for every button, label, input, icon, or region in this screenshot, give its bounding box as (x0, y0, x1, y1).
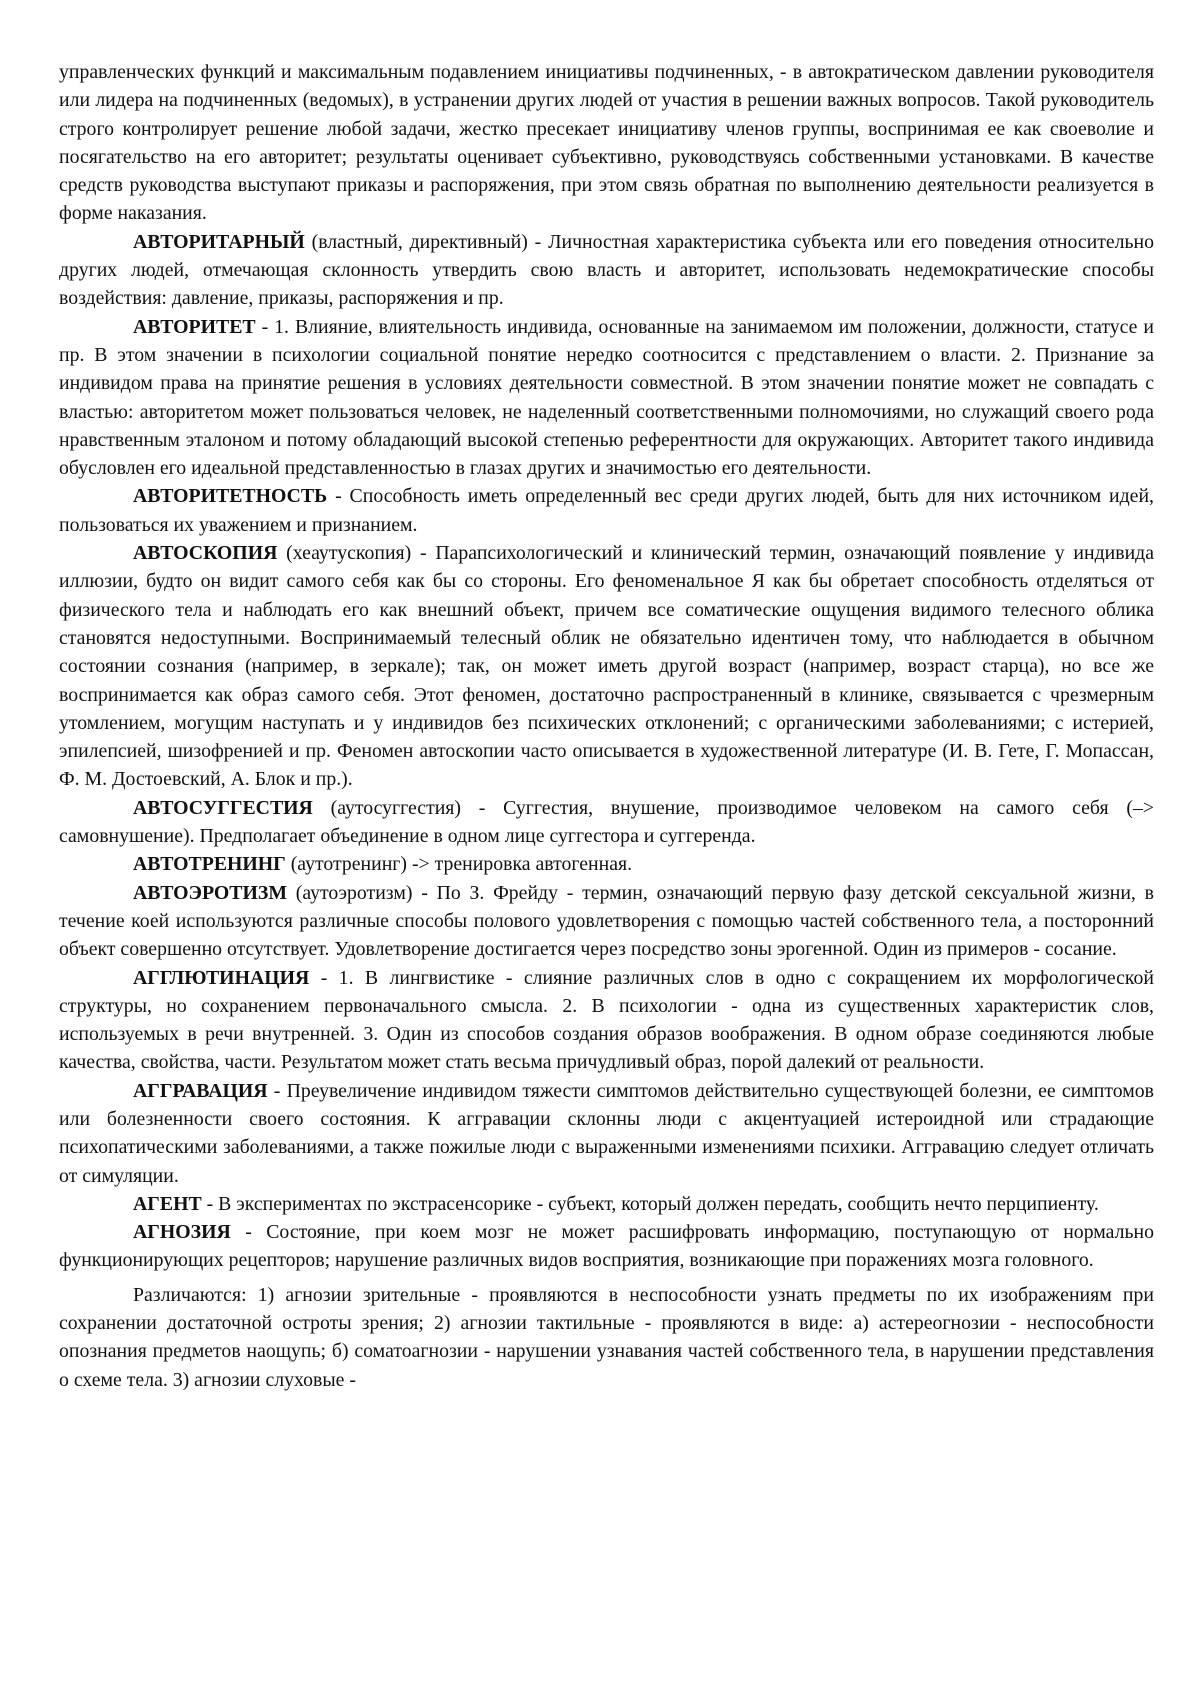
entry-term: АВТОСКОПИЯ (133, 542, 278, 565)
entry-definition: - Способность иметь определенный вес среди других людей, быть для них источником идей, пользоваться их уважением и признанием. (59, 485, 1154, 536)
entry-definition: (аутотренинг) -> тренировка автогенная. (285, 853, 633, 876)
entry-definition: (властный, директивный) - Личностная характеристика субъекта или его поведения относительно других людей, отмечающая склонность утвердить свою власть и авторитет, использовать недемократические способы воздействия: давление, приказы, распоряжения и пр. (59, 230, 1154, 310)
entry-agent (59, 1190, 1154, 1218)
closing-paragraph: Различаются: 1) агнозии зрительные - проявляются в неспособности узнать предметы по их изображениям при сохранении достаточной остроты зрения; 2) агнозии тактильные - проявляются в виде: а) астереогнозии - неспособности опознания предметов наощупь; б) соматоагнозии - нарушении узнавания частей собственного тела, в нарушении представления о схеме тела. 3) агнозии слуховые - (59, 1283, 1154, 1391)
entry-term: АГГЛЮТИНАЦИЯ (133, 966, 310, 989)
entry-definition: - Состояние, при коем мозг не может расшифровать информацию, поступающую от нормально функционирующих рецепторов; нарушение различных видов восприятия, возникающие при поражениях мозга головного. (59, 1221, 1154, 1272)
intro-paragraph: управленческих функций и максимальным подавлением инициативы подчиненных, - в автократическом давлении руководителя или лидера на подчиненных (ведомых), в устранении других людей от участия в решении важных вопросов. Такой руководитель строго контролирует решение любой задачи, жестко пресекает инициативу членов группы, воспринимая ее как своеволие и посягательство на его авторитет; результаты оценивает субъективно, руководствуясь собственными установками. В качестве средств руководства выступают приказы и распоряжения, при этом связь обратная по выполнению деятельности реализуется в форме наказания. (59, 61, 1154, 225)
entry-agglyutinaciya (59, 964, 1154, 1077)
entry-avtoskopiya (59, 539, 1154, 794)
entry-agnoziya (59, 1218, 1154, 1275)
entry-avtotrening (59, 850, 1154, 878)
entry-term: АВТОРИТАРНЫЙ (133, 230, 305, 253)
entry-term: АВТОСУГГЕСТИЯ (133, 796, 313, 819)
entry-definition: (аутосуггестия) - Суггестия, внушение, производимое человеком на самого себя (–> самовнушение). Предполагает объединение в одном лице суггестора и суггеренда. (59, 796, 1154, 848)
entry-avtoritet (59, 313, 1154, 483)
entry-avtoritarny (59, 228, 1154, 313)
entry-avtoritetnost (59, 482, 1154, 539)
entry-term: АВТОРИТЕТ (133, 315, 256, 338)
entry-definition: - 1. Влияние, влиятельность индивида, основанные на занимаемом им положении, должности, статусе и пр. В этом значении в психологии социальной понятие нередко соотносится с представлением о власти. 2. Признание за индивидом права на принятие решения в условиях деятельности совместной. В этом значении понятие может не совпадать с властью: авторитетом может пользоваться человек, не наделенный соответственными полномочиями, но служащий своего рода нравственным эталоном и потому обладающий высокой степенью референтности для окружающих. Авторитет такого индивида обусловлен его идеальной представленностью в глазах других и значимостью его деятельности. (59, 315, 1154, 480)
entry-aggravaciya (59, 1077, 1154, 1190)
entry-term: АГНОЗИЯ (133, 1221, 231, 1244)
entry-definition: - 1. В лингвистике - слияние различных слов в одно с сокращением их морфологической структуры, но сохранением первоначального смысла. 2. В психологии - одна из существенных характеристик слов, используемых в речи внутренней. 3. Один из способов создания образов воображения. В одном образе соединяются любые качества, свойства, части. Результатом может стать весьма причудливый образ, порой далекий от реальности. (59, 966, 1154, 1074)
entry-term: АГЕНТ (133, 1192, 202, 1215)
entry-term: АГГРАВАЦИЯ (133, 1079, 268, 1102)
entry-definition: - В экспериментах по экстрасенсорике - субъект, который должен передать, сообщить нечто перципиенту. (201, 1192, 1099, 1215)
entry-definition: (аутоэротизм) - По З. Фрейду - термин, означающий первую фазу детской сексуальной жизни, в течение коей используются различные способы полового удовлетворения с помощью частей собственного тела, а посторонний объект совершенно отсутствует. Удовлетворение достигается через посредство зоны эрогенной. Один из примеров - сосание. (59, 881, 1154, 961)
entry-term: АВТОЭРОТИЗМ (133, 881, 287, 904)
entry-definition: (хеаутускопия) - Парапсихологический и клинический термин, означающий появление у индивида иллюзии, будто он видит самого себя как бы со стороны. Его феноменальное Я как бы обретает способность отделяться от физического тела и наблюдать его как внешний объект, причем все соматические ощущения видимого телесного облика становятся недоступными. Воспринимаемый телесный облик не обязательно идентичен тому, что наблюдается в обычном состоянии сознания (например, в зеркале); так, он может иметь другой возраст (например, возраст старца), но все же воспринимается как образ самого себя. Этот феномен, достаточно распространенный в клинике, связывается с чрезмерным утомлением, могущим наступать и у индивидов без психических отклонений; с органическими заболеваниями; с истерией, эпилепсией, шизофренией и пр. Феномен автоскопии часто описывается в художественной литературе (И. В. Гете, Г. Мопассан, Ф. М. Достоевский, А. Блок и пр.). (59, 542, 1154, 791)
entry-term: АВТОРИТЕТНОСТЬ (133, 485, 328, 508)
entry-term: АВТОТРЕНИНГ (133, 853, 286, 876)
entry-avtosuggestiya (59, 794, 1154, 851)
entry-avtoerotizm (59, 879, 1154, 964)
entry-definition: - Преувеличение индивидом тяжести симптомов действительно существующей болезни, ее симптомов или болезненности своего состояния. К аггравации склонны люди с акцентуацией истероидной или страдающие психопатическими заболеваниями, а также пожилые люди с выраженными изменениями психики. Аггравацию следует отличать от симуляции. (59, 1079, 1154, 1187)
